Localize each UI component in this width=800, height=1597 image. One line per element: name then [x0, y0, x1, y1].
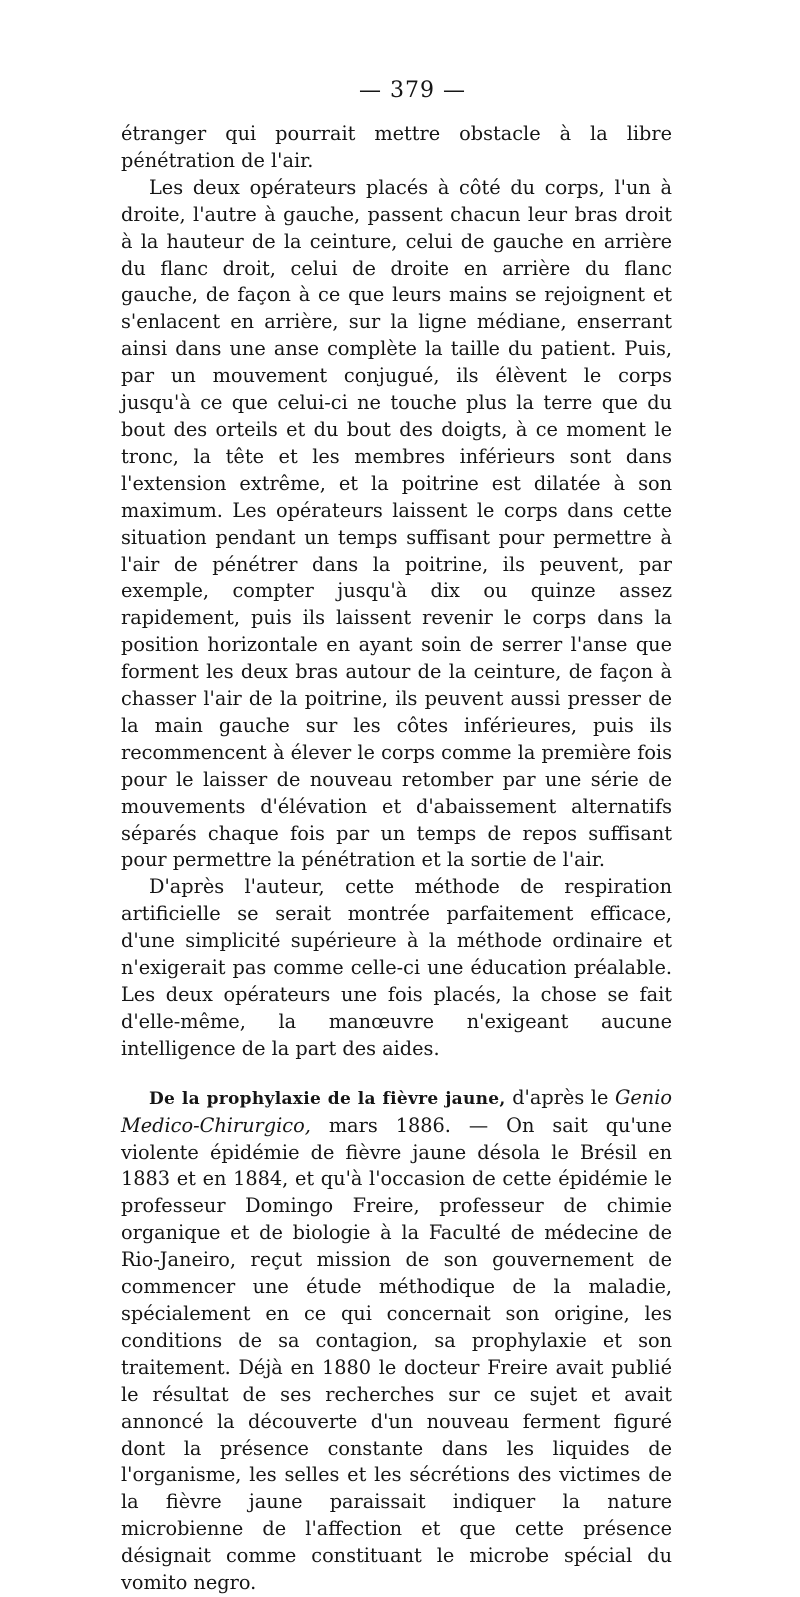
section-yellow-fever: [121, 1085, 672, 1597]
section-after-lead: d'après le: [505, 1085, 615, 1109]
paragraph-continuation: étranger qui pourrait mettre obstacle à la libre pénétration de l'air.: [121, 122, 672, 172]
page-number: — 379 —: [359, 78, 466, 103]
section-lead-title: De la prophylaxie de la fièvre jaune,: [149, 1088, 506, 1109]
section-source-title: Genio Medico-Chirurgico,: [121, 1085, 672, 1137]
section-spacer: [121, 1063, 672, 1085]
paragraph-author-opinion: D'après l'auteur, cette méthode de respiration artificielle se serait montrée parfaitement efficace, d'une simplicité supérieure à la méthode ordinaire et n'exigerait pas comme celle-ci une éducation préalable. Les deux opérateurs une fois placés, la chose se fait d'elle-même, la manœuvre n'exigeant aucune intelligence de la part des aides.: [121, 875, 672, 1060]
section-body: mars 1886. — On sait qu'une violente épidémie de fièvre jaune désola le Brésil en 1883 et en 1884, et qu'à l'occasion de cette épidémie le professeur Domingo Freire, professeur de chimie organique et de biologie à la Faculté de médecine de Rio-Janeiro, reçut mission de son gouvernement de commencer une étude méthodique de la maladie, spécialement en ce qui concernait son origine, les conditions de sa contagion, sa prophylaxie et son traitement. Déjà en 1880 le docteur Freire avait publié le résultat de ses recherches sur ce sujet et avait annoncé la découverte d'un nouveau ferment figuré dont la présence constante dans les liquides de l'organisme, les selles et les sécrétions des victimes de la fièvre jaune paraissait indiquer la nature microbienne de l'affection et que cette présence désignait comme constituant le microbe spécial du vomito negro.: [121, 1113, 672, 1595]
paragraph-method-description: Les deux opérateurs placés à côté du corps, l'un à droite, l'autre à gauche, passent chacun leur bras droit à la hauteur de la ceinture, celui de gauche en arrière du flanc droit, celui de droite en arrière du flanc gauche, de façon à ce que leurs mains se rejoignent et s'enlacent en arrière, sur la ligne médiane, enserrant ainsi dans une anse complète la taille du patient. Puis, par un mouvement conjugué, ils élèvent le corps jusqu'à ce que celui-ci ne touche plus la terre que du bout des orteils et du bout des doigts, à ce moment le tronc, la tête et les membres inférieurs sont dans l'extension extrême, et la poitrine est dilatée à son maximum. Les opérateurs laissent le corps dans cette situation pendant un temps suffisant pour permettre à l'air de pénétrer dans la poitrine, ils peuvent, par exemple, compter jusqu'à dix ou quinze assez rapidement, puis ils laissent revenir le corps dans la position horizontale en ayant soin de serrer l'anse que forment les deux bras autour de la ceinture, de façon à chasser l'air de la poitrine, ils peuvent aussi presser de la main gauche sur les côtes inférieures, puis ils recommencent à élever le corps comme la première fois pour le laisser de nouveau retomber par une série de mouvements d'élévation et d'abaissement alternatifs séparés chaque fois par un temps de repos suffisant pour permettre la pénétration et la sortie de l'air.: [121, 175, 672, 872]
